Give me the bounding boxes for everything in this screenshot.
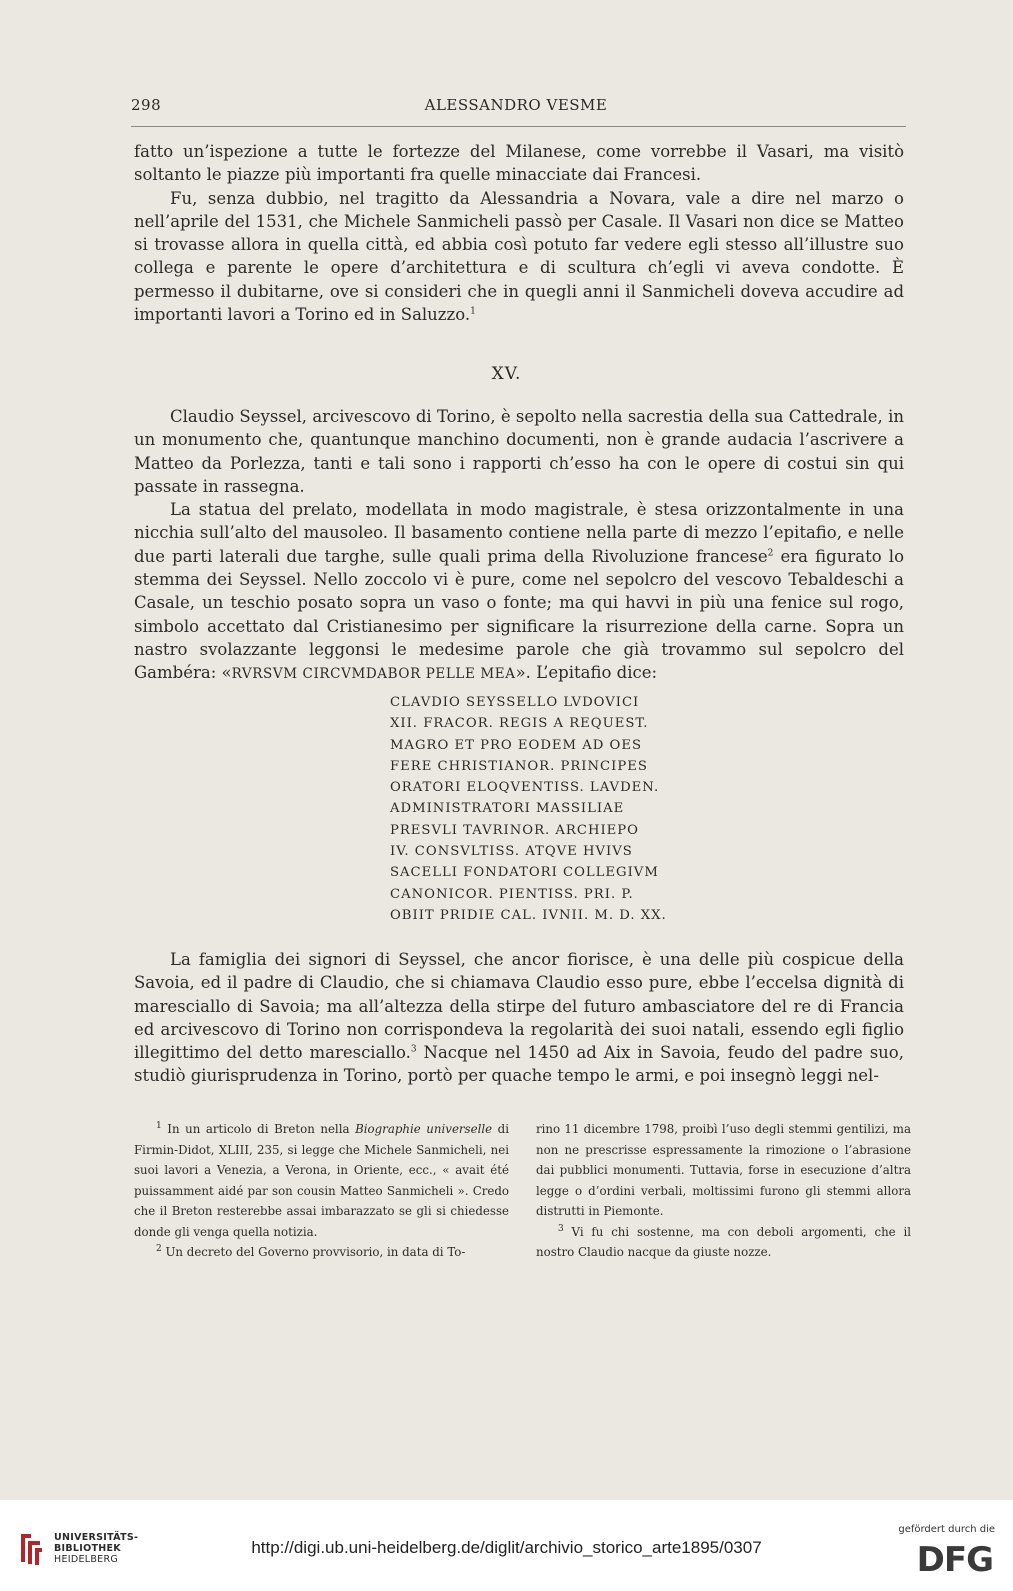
paragraph-text: Fu, senza dubbio, nel tragitto da Alessandria a Novara, vale a dire nel marzo o nell’aprile del 1531, che Michele Sanmicheli passò per Casale. Il Vasari non dice se Matteo si trovasse allora in quella città, ed abbia così potuto far vedere egli stesso all’illustre suo collega e parente le opere d’architettura e di scultura ch’egli vi aveva condotte. È permesso il dubitarne, ove si consideri che in quegli anni il Sanmicheli doveva accudire ad importanti lavori a Torino ed in Saluzzo. [134,188,904,325]
work-title: Biographie universelle [355,1122,493,1136]
footnote-2 [134,1242,509,1263]
page-number: 298 [131,96,162,114]
running-title: ALESSANDRO VESME [424,96,608,114]
epitaph-line: PRESVLI TAVRINOR. ARCHIEPO [390,822,639,838]
viewer-footer [0,1500,1013,1591]
footnote-1 [134,1119,509,1242]
epitaph-line: CANONICOR. PIENTISS. PRI. P. [390,886,634,902]
paragraph: fatto un’ispezione a tutte le fortezze del Milanese, come vorrebbe il Vasari, ma visitò soltanto le piazze più importanti fra quelle minacciate dai Francesi. [134,142,904,185]
paragraph-text: La famiglia dei signori di Seyssel, che ancor fiorisce, è una delle più cospicue della Savoia, ed il padre di Claudio, che si chiamava Claudio esso pure, ebbe l’eccelsa dignità di maresciallo di Savoia; ma all’altezza della stirpe del futuro ambasciatore del re di Francia ed arcivescovo di Torino non corrispondeva la regolarità dei suoi natali, essendo egli figlio illegittimo del detto maresciallo. [134,950,904,1063]
footnotes [134,1119,912,1299]
footnote-ref[interactable]: 3 [410,1044,417,1055]
footnote-mark: 1 [156,1121,162,1132]
permalink[interactable]: http://digi.ub.uni-heidelberg.de/diglit/archivio_storico_arte1895/0307 [251,1538,762,1557]
library-name-line: BIBLIOTHEK [54,1543,121,1554]
running-head [131,96,901,118]
paragraph-text: La statua del prelato, modellata in modo magistrale, è stesa orizzontalmente in una nicchia sull’alto del mausoleo. Il basamento contiene nella parte di mezzo l’epitafio, e nelle due parti laterali due targhe, sulle quali prima della Rivoluzione francese [134,500,904,566]
paragraph-text: era figurato lo stemma dei Seyssel. Nello zoccolo vi è pure, come nel sepolcro del vescovo Tebaldeschi a Casale, un teschio posato sopra un vaso o fonte; ma qui havvi in più una fenice sul rogo, simbolo accettato dal Cristianesimo per significare la risurrezione della carne. Sopra un nastro svolazzante leggonsi le medesime parole che già trovammo sul sepolcro del Gambéra: « [134,546,905,683]
text-block-intro [134,140,904,326]
epitaph-line: XII. FRACOR. REGIS A REQUEST. [390,716,649,732]
footnote-2-continued: rino 11 dicembre 1798, proibì l’uso degli stemmi gentilizi, ma non ne prescrisse espressamente la rimozione o l’abrasione dai pubblici monumenti. Tuttavia, forse in esecuzione d’altra legge o d’ordini verbali, moltissimi furono gli stemmi allora distrutti in Piemonte. [536,1122,911,1218]
epitaph-line: OBIIT PRIDIE CAL. IVNII. M. D. XX. [390,907,667,923]
paragraph [134,498,904,686]
paragraph-text: Nacque nel 1450 ad Aix in Savoia, feudo del padre suo, studiò giurisprudenza in Torino, portò per quache tempo le armi, e poi insegnò leggi nel- [134,1043,904,1086]
epitaph-line: FERE CHRISTIANOR. PRINCIPES [390,758,648,774]
footnote-mark: 3 [558,1223,564,1234]
epitaph-line: SACELLI FONDATORI COLLEGIVM [390,865,659,881]
paragraph: Claudio Seyssel, arcivescovo di Torino, è sepolto nella sacrestia della sua Cattedrale, in un monumento che, quantunque manchino documenti, non è grande audacia l’ascrivere a Matteo da Porlezza, tanti e tali sono i rapporti ch’esso ha con le opere di costui sin qui passate in rassegna. [134,407,904,496]
dfg-logo[interactable]: DFG [916,1540,993,1580]
epitaph-line: CLAVDIO SEYSSELLO LVDOVICI [390,695,640,710]
text-block-family [134,948,904,1088]
epitaph-line: ADMINISTRATORI MASSILIAE [390,801,625,817]
paragraph [134,948,904,1088]
footnote-text: In un articolo di Breton nella [167,1122,356,1136]
inscription-quote: RVRSVM CIRCVMDABOR PELLE MEA [231,666,516,683]
footnote-text: di Firmin-Didot, XLIII, 235, si legge che Michele Sanmicheli, nei suoi lavori a Venezia, a Verona, in Oriente, ecc., « avait été puissamment aidé par son cousin Matteo Sanmicheli ». Credo che il Breton resterebbe assai imbarazzato se gli si chiedesse donde gli venga quella notizia. [134,1122,510,1239]
footnote-text: Vi fu chi sostenne, ma con deboli argomenti, che il nostro Claudio nacque da giuste nozze. [536,1224,912,1259]
paragraph [134,187,904,327]
footnote-text: Un decreto del Governo provvisorio, in data di To- [165,1245,466,1259]
section-heading: XV. [491,364,522,384]
footnote-mark: 2 [156,1244,162,1255]
footnote-ref[interactable]: 1 [470,306,476,317]
epitaph [390,692,690,926]
footnote-3 [536,1222,911,1263]
epitaph-line: ORATORI ELOQVENTISS. LAVDEN. [390,780,660,796]
footnotes-right-column [536,1119,911,1263]
footnote-ref[interactable]: 2 [767,548,774,559]
text-block-monument [134,405,904,687]
footnotes-left-column [134,1119,509,1263]
epitaph-line: MAGRO ET PRO EODEM AD OES [390,737,643,753]
paragraph-text: ». L’epitafio dice: [515,663,658,683]
epitaph-line: IV. CONSVLTISS. ATQVE HVIVS [390,844,633,860]
header-rule [131,126,906,127]
library-name-line: HEIDELBERG [54,1554,119,1565]
funding-note: gefördert durch die [898,1524,995,1535]
library-name-line: UNIVERSITÄTS- [54,1532,139,1543]
